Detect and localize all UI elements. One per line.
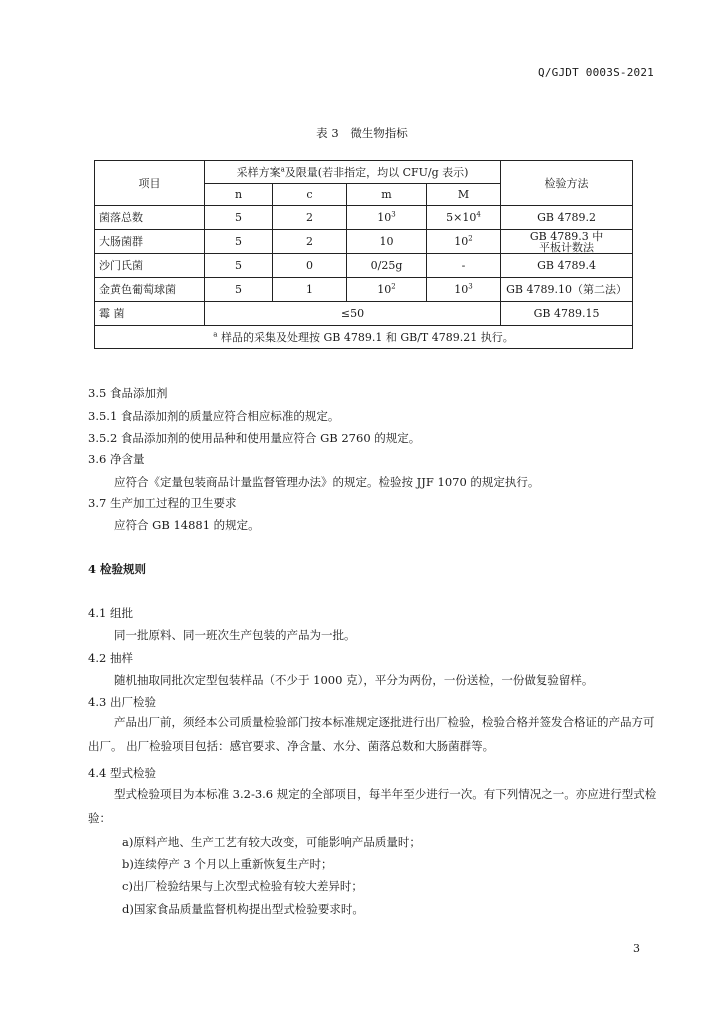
row-method: GB 4789.10（第二法） [501, 278, 633, 302]
section-4-4-text: 型式检验项目为本标准 3.2-3.6 规定的全部项目，每半年至少进行一次。有下列情况之一。亦应进行型式检验： [88, 787, 657, 825]
row-M: - [427, 254, 501, 278]
subheader-c: c [273, 184, 347, 206]
section-4-2: 4.2 抽样 [88, 651, 133, 665]
table-row [95, 206, 633, 230]
microbiology-table [94, 160, 633, 349]
section-4-4: 4.4 型式检验 [88, 766, 156, 780]
section-4-1-text: 同一批原料、同一班次生产包装的产品为一批。 [114, 628, 356, 642]
subheader-m: m [347, 184, 427, 206]
row-method: GB 4789.2 [501, 206, 633, 230]
row-m: $10^3$ [347, 206, 427, 230]
row-method: GB 4789.4 [501, 254, 633, 278]
subheader-M: M [427, 184, 501, 206]
row-M: $10^2$ [427, 230, 501, 254]
header-item: 项目 [95, 161, 205, 206]
section-4-4-b: b)连续停产 3 个月以上重新恢复生产时； [122, 857, 333, 871]
section-4-1: 4.1 组批 [88, 606, 133, 620]
row-n: 5 [205, 206, 273, 230]
header-method: 检验方法 [501, 161, 633, 206]
row-m: $10^2$ [347, 278, 427, 302]
row-M: $10^3$ [427, 278, 501, 302]
row-item: 金黄色葡萄球菌 [95, 278, 205, 302]
section-4-4-d: d)国家食品质量监督机构提出型式检验要求时。 [122, 902, 364, 916]
row-item: 大肠菌群 [95, 230, 205, 254]
table-footnote-row [95, 326, 633, 349]
section-3-5-2: 3.5.2 食品添加剂的使用品种和使用量应符合 GB 2760 的规定。 [88, 431, 421, 445]
row-m: 0/25g [347, 254, 427, 278]
section-3-5-1: 3.5.1 食品添加剂的质量应符合相应标准的规定。 [88, 409, 340, 423]
header-sampling-plan: 采样方案$^a$及限量(若非指定，均以 CFU/g 表示) [205, 161, 501, 184]
section-3-7: 3.7 生产加工过程的卫生要求 [88, 496, 237, 510]
row-item: 沙门氏菌 [95, 254, 205, 278]
table-title: 微生物指标 [350, 126, 408, 140]
table-row-mold [95, 302, 633, 326]
row-M: $5\times 10^4$ [427, 206, 501, 230]
table-footnote: $^a$ 样品的采集及处理按 GB 4789.1 和 GB/T 4789.21 执行。 [95, 326, 633, 349]
section-4-4-c: c)出厂检验结果与上次型式检验有较大差异时； [122, 879, 363, 893]
table-row [95, 230, 633, 254]
subheader-n: n [205, 184, 273, 206]
row-n: 5 [205, 254, 273, 278]
row-c: 0 [273, 254, 347, 278]
row-item: 菌落总数 [95, 206, 205, 230]
row-method: GB 4789.3 中 平板计数法 [501, 230, 633, 254]
section-3-6-text: 应符合《定量包装商品计量监督管理办法》的规定。检验按 JJF 1070 的规定执行。 [114, 475, 540, 489]
section-4-2-text: 随机抽取同批次定型包装样品（不少于 1000 克），平分为两份，一份送检，一份做复验留样。 [114, 673, 594, 687]
row-m: 10 [347, 230, 427, 254]
section-4-3: 4.3 出厂检验 [88, 695, 156, 709]
table-row [95, 278, 633, 302]
document-code: Q/GJDT 0003S-2021 [538, 66, 654, 79]
row-n: 5 [205, 278, 273, 302]
row-c: 2 [273, 206, 347, 230]
row-item: 霉 菌 [95, 302, 205, 326]
section-4-3-text: 产品出厂前，须经本公司质量检验部门按本标准规定逐批进行出厂检验，检验合格并签发合格证的产品方可出厂。 出厂检验项目包括：感官要求、净含量、水分、菌落总数和大肠菌群等。 [88, 715, 655, 753]
section-4-heading: 4 检验规则 [88, 562, 147, 576]
section-3-5: 3.5 食品添加剂 [88, 386, 168, 400]
section-4-4-a: a)原料产地、生产工艺有较大改变，可能影响产品质量时； [122, 835, 421, 849]
row-c: 1 [273, 278, 347, 302]
table-row [95, 254, 633, 278]
section-3-6: 3.6 净含量 [88, 452, 145, 466]
table-label: 表 3 [316, 126, 339, 140]
page-number: 3 [633, 942, 640, 955]
table-header-row [95, 161, 633, 184]
row-mold-limit: ≤50 [205, 302, 501, 326]
section-3-7-text: 应符合 GB 14881 的规定。 [114, 518, 260, 532]
table-caption [0, 125, 724, 141]
row-c: 2 [273, 230, 347, 254]
row-method: GB 4789.15 [501, 302, 633, 326]
row-n: 5 [205, 230, 273, 254]
